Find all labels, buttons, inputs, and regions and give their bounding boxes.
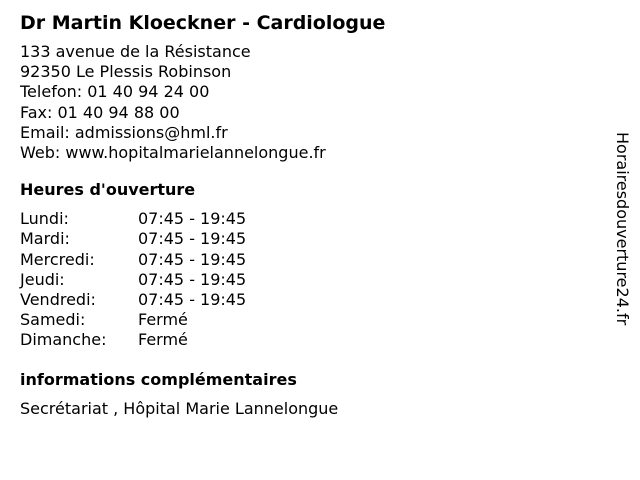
web-line: Web: www.hopitalmarielannelongue.fr [20,143,326,163]
hours-time: 07:45 - 19:45 [138,290,247,310]
hours-row [20,229,600,249]
hours-time: 07:45 - 19:45 [138,229,247,249]
hours-row [20,330,600,350]
address-line-2: 92350 Le Plessis Robinson [20,62,232,82]
info-text: Secrétariat , Hôpital Marie Lannelongue [20,398,339,418]
hours-day: Mercredi: [20,249,95,269]
hours-table [20,209,600,350]
brand-watermark: Horairesdouverture24.fr [613,132,632,326]
hours-time: Fermé [138,310,188,330]
hours-time: 07:45 - 19:45 [138,269,247,289]
fax-line: Fax: 01 40 94 88 00 [20,102,180,122]
hours-day: Vendredi: [20,290,96,310]
hours-day: Mardi: [20,229,70,249]
hours-row [20,270,600,290]
hours-row [20,209,600,229]
contact-block [20,42,600,163]
hours-time: Fermé [138,330,188,350]
hours-time: 07:45 - 19:45 [138,209,247,229]
hours-row [20,250,600,270]
hours-time: 07:45 - 19:45 [138,249,247,269]
hours-row [20,310,600,330]
address-line-1: 133 avenue de la Résistance [20,42,251,61]
hours-row [20,290,600,310]
hours-day: Samedi: [20,310,86,330]
phone-line: Telefon: 01 40 94 24 00 [20,82,210,102]
hours-heading: Heures d'ouverture [20,180,196,200]
info-heading: informations complémentaires [20,369,297,389]
hours-day: Lundi: [20,209,69,229]
listing-card [20,10,600,419]
hours-day: Jeudi: [20,269,65,289]
hours-day: Dimanche: [20,330,107,350]
page-title: Dr Martin Kloeckner - Cardiologue [20,12,386,34]
email-line: Email: admissions@hml.fr [20,122,228,142]
